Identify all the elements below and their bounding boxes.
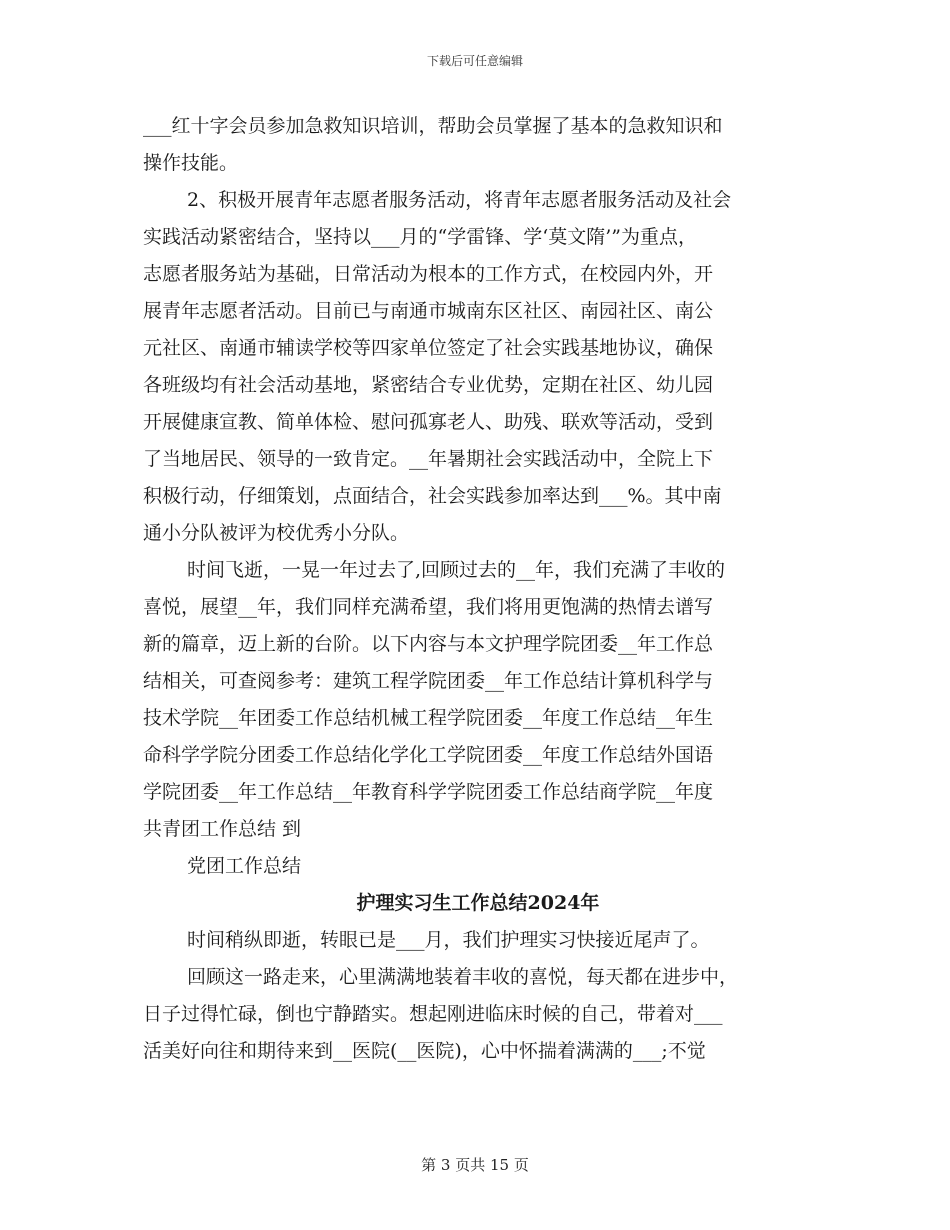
text-line: 展青年志愿者活动。目前已与南通市城南东区社区、南园社区、南公 <box>143 300 714 322</box>
text-line: 回顾这一路走来，心里满满地装着丰收的喜悦，每天都在进步中， <box>187 966 739 988</box>
document-body <box>143 108 813 1070</box>
text-line: 实践活动紧密结合，坚持以___月的“学雷锋、学‘莫文隋’”为重点， <box>143 226 698 248</box>
text-line: 通小分队被评为校优秀小分队。 <box>143 522 410 544</box>
text-line: 共青团工作总结 到 <box>143 818 302 840</box>
text-line: 各班级均有社会活动基地，紧密结合专业优势，定期在社区、幼儿园 <box>143 374 714 396</box>
text-line: 日子过得忙碌，倒也宁静踏实。想起刚进临床时候的自己，带着对___ <box>143 1003 723 1025</box>
text-line: 元社区、南通市辅读学校等四家单位签定了社会实践基地协议，确保 <box>143 337 714 359</box>
text-line: 了当地居民、领导的一致肯定。__年暑期社会实践活动中，全院上下 <box>143 448 714 470</box>
page-footer: 第 3 页共 15 页 <box>421 1156 529 1174</box>
text-line: ___红十字会员参加急救知识培训，帮助会员掌握了基本的急救知识和 <box>143 115 723 137</box>
text-line: 时间稍纵即逝，转眼已是___月，我们护理实习快接近尾声了。 <box>187 929 710 951</box>
text-line: 命科学学院分团委工作总结化学化工学院团委__年度工作总结外国语 <box>143 744 714 766</box>
text-line: 积极行动，仔细策划，点面结合，社会实践参加率达到___%。其中南 <box>143 485 722 507</box>
page-header: 下载后可任意编辑 <box>426 54 523 68</box>
text-line: 志愿者服务站为基础，日常活动为根本的工作方式，在校园内外，开 <box>143 263 714 285</box>
text-line: 操作技能。 <box>143 152 239 174</box>
section-heading: 护理实习生工作总结2024年 <box>356 892 600 914</box>
text-line: 新的篇章，迈上新的台阶。以下内容与本文护理学院团委__年工作总 <box>143 633 714 655</box>
paragraph-block-2 <box>143 922 813 1070</box>
text-line: 技术学院__年团委工作总结机械工程学院团委__年度工作总结__年生 <box>143 707 714 729</box>
text-line: 党团工作总结 <box>187 855 302 877</box>
text-line: 开展健康宣教、简单体检、慰问孤寡老人、助残、联欢等活动，受到 <box>143 411 714 433</box>
text-line: 2、积极开展青年志愿者服务活动，将青年志愿者服务活动及社会 <box>187 189 732 211</box>
text-line: 时间飞逝，一晃一年过去了,回顾过去的__年，我们充满了丰收的 <box>187 559 726 581</box>
paragraph-block-1 <box>143 108 813 885</box>
text-line: 结相关，可查阅参考：建筑工程学院团委__年工作总结计算机科学与 <box>143 670 714 692</box>
text-line: 喜悦，展望__年，我们同样充满希望，我们将用更饱满的热情去谱写 <box>143 596 714 618</box>
text-line: 活美好向往和期待来到__医院(__医院)，心中怀揣着满满的___;不觉 <box>143 1040 706 1062</box>
text-line: 学院团委__年工作总结__年教育科学学院团委工作总结商学院__年度 <box>143 781 714 803</box>
